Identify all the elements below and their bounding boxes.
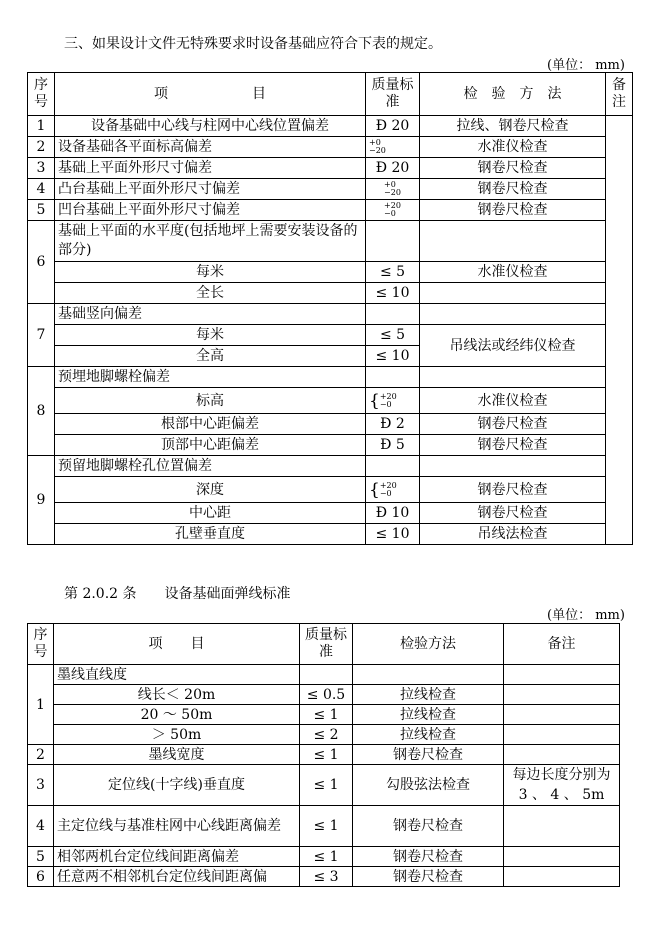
table-subrow xyxy=(28,283,633,304)
cell-std: Ð 5 xyxy=(366,435,420,456)
table-header xyxy=(28,624,620,665)
cell-item: 中心距 xyxy=(55,503,366,524)
cell-std xyxy=(366,137,420,158)
cell-std xyxy=(366,456,420,477)
cell-method xyxy=(420,456,606,477)
cell-method: 钢卷尺检查 xyxy=(420,477,606,503)
cell-method: 吊线法检查 xyxy=(420,524,606,545)
section-title: 第 2.0.2 条 设备基础面弹线标准 xyxy=(64,586,291,602)
cell-std xyxy=(300,665,353,685)
table-row xyxy=(28,304,633,325)
cell-item: 根部中心距偏差 xyxy=(55,414,366,435)
cell-method: 钢卷尺检查 xyxy=(420,414,606,435)
header-item: 项 目 xyxy=(55,73,366,116)
cell-method xyxy=(420,283,606,304)
header-no: 序号 xyxy=(28,624,54,665)
cell-remark xyxy=(504,847,620,867)
cell-item: 每米 xyxy=(55,325,366,346)
cell-item: 凸台基础上平面外形尺寸偏差 xyxy=(55,179,366,200)
cell-std: Ð 10 xyxy=(366,503,420,524)
cell-item: 全高 xyxy=(55,346,366,367)
cell-method: 钢卷尺检查 xyxy=(353,867,504,887)
cell-std: ≤ 1 xyxy=(300,806,353,847)
cell-remark xyxy=(504,745,620,765)
cell-item: 每米 xyxy=(55,262,366,283)
brace-icon: { xyxy=(369,390,380,411)
tolerance: +20 −0 xyxy=(384,201,401,218)
cell-std: Ð 2 xyxy=(366,414,420,435)
table-subrow xyxy=(28,477,633,503)
cell-std xyxy=(366,221,420,262)
table-row xyxy=(28,179,633,200)
cell-method xyxy=(420,367,606,388)
cell-method: 水准仪检查 xyxy=(420,137,606,158)
cell-item: 全长 xyxy=(55,283,366,304)
cell-no: 6 xyxy=(28,221,55,304)
cell-no: 2 xyxy=(28,745,54,765)
tolerance: +20 −0 xyxy=(379,391,397,409)
table-subrow xyxy=(28,414,633,435)
cell-remark xyxy=(504,725,620,745)
cell-item: 顶部中心距偏差 xyxy=(55,435,366,456)
tolerance: +0 −20 xyxy=(369,138,386,155)
cell-std xyxy=(366,367,420,388)
cell-std: Ð 20 xyxy=(366,158,420,179)
cell-std: Ð 20 xyxy=(366,116,420,137)
cell-method: 钢卷尺检查 xyxy=(420,179,606,200)
cell-item: 预埋地脚螺栓偏差 xyxy=(55,367,366,388)
table-row xyxy=(28,456,633,477)
cell-no: 8 xyxy=(28,367,55,456)
header-remark: 备注 xyxy=(606,73,633,116)
table-subrow xyxy=(28,524,633,545)
cell-method: 钢卷尺检查 xyxy=(420,435,606,456)
cell-method xyxy=(420,304,606,325)
cell-remark xyxy=(504,806,620,847)
table-row xyxy=(28,765,620,806)
cell-item: 设备基础各平面标高偏差 xyxy=(55,137,366,158)
cell-std: ≤ 10 xyxy=(366,524,420,545)
cell-method: 钢卷尺检查 xyxy=(420,200,606,221)
cell-no: 4 xyxy=(28,806,54,847)
cell-no: 6 xyxy=(28,867,54,887)
cell-method: 钢卷尺检查 xyxy=(353,745,504,765)
cell-no: 3 xyxy=(28,765,54,806)
cell-no: 9 xyxy=(28,456,55,545)
cell-std xyxy=(366,388,420,414)
cell-method: 拉线检查 xyxy=(353,725,504,745)
cell-method: 钢卷尺检查 xyxy=(420,503,606,524)
cell-remark xyxy=(504,867,620,887)
cell-no: 7 xyxy=(28,304,55,367)
cell-item: 设备基础中心线与柱网中心线位置偏差 xyxy=(55,116,366,137)
unit-label-1: (单位： mm) xyxy=(547,58,625,73)
table-subrow xyxy=(28,705,620,725)
cell-item: 线长＜ 20m xyxy=(54,685,300,705)
cell-item: 定位线(十字线)垂直度 xyxy=(54,765,300,806)
cell-method: 拉线检查 xyxy=(353,705,504,725)
header-method: 检验方法 xyxy=(353,624,504,665)
cell-remark: 每边长度分别为 3 、 4 、 5m xyxy=(504,765,620,806)
header-remark: 备注 xyxy=(504,624,620,665)
cell-item: 相邻两机台定位线间距离偏差 xyxy=(54,847,300,867)
cell-std: ≤ 1 xyxy=(300,705,353,725)
table-row xyxy=(28,137,633,158)
intro-text: 三、如果设计文件无特殊要求时设备基础应符合下表的规定。 xyxy=(64,36,442,52)
table-subrow xyxy=(28,725,620,745)
cell-item: 基础上平面的水平度(包括地坪上需要安装设备的部分) xyxy=(55,221,366,262)
cell-method: 水准仪检查 xyxy=(420,262,606,283)
tolerance: +0 −20 xyxy=(384,180,401,197)
cell-item: 墨线宽度 xyxy=(54,745,300,765)
cell-method: 钢卷尺检查 xyxy=(353,806,504,847)
header-std: 质量标准 xyxy=(300,624,353,665)
table-row xyxy=(28,665,620,685)
table-row xyxy=(28,221,633,262)
cell-item: 孔壁垂直度 xyxy=(55,524,366,545)
cell-std: ≤ 2 xyxy=(300,725,353,745)
cell-method: 吊线法或经纬仪检查 xyxy=(420,325,606,367)
foundation-table xyxy=(27,72,633,545)
cell-std: ≤ 10 xyxy=(366,346,420,367)
cell-std: ≤ 1 xyxy=(300,847,353,867)
cell-std xyxy=(366,200,420,221)
table-row xyxy=(28,847,620,867)
cell-item: 墨线直线度 xyxy=(54,665,300,685)
cell-std xyxy=(366,304,420,325)
header-method: 检 验 方 法 xyxy=(420,73,606,116)
header-std: 质量标准 xyxy=(366,73,420,116)
table-row xyxy=(28,200,633,221)
cell-method: 水准仪检查 xyxy=(420,388,606,414)
cell-item: 标高 xyxy=(55,388,366,414)
cell-item: 深度 xyxy=(55,477,366,503)
cell-remark xyxy=(504,685,620,705)
cell-no: 2 xyxy=(28,137,55,158)
cell-no: 1 xyxy=(28,665,54,745)
cell-method: 钢卷尺检查 xyxy=(353,847,504,867)
cell-remark xyxy=(606,116,633,545)
cell-std: ≤ 3 xyxy=(300,867,353,887)
cell-std xyxy=(366,179,420,200)
cell-std xyxy=(366,477,420,503)
table-subrow xyxy=(28,388,633,414)
cell-no: 4 xyxy=(28,179,55,200)
table-subrow xyxy=(28,503,633,524)
table-subrow xyxy=(28,685,620,705)
cell-no: 5 xyxy=(28,200,55,221)
cell-remark xyxy=(504,705,620,725)
cell-method xyxy=(353,665,504,685)
cell-item: 基础竖向偏差 xyxy=(55,304,366,325)
cell-std: ≤ 5 xyxy=(366,262,420,283)
table-row xyxy=(28,367,633,388)
cell-item: ＞ 50m xyxy=(54,725,300,745)
cell-std: ≤ 1 xyxy=(300,745,353,765)
line-marking-table xyxy=(27,623,620,887)
cell-item: 基础上平面外形尺寸偏差 xyxy=(55,158,366,179)
cell-std: ≤ 0.5 xyxy=(300,685,353,705)
cell-method xyxy=(420,221,606,262)
table-row xyxy=(28,158,633,179)
brace-icon: { xyxy=(369,479,380,500)
cell-std: ≤ 10 xyxy=(366,283,420,304)
cell-item: 20 ～ 50m xyxy=(54,705,300,725)
table-subrow xyxy=(28,435,633,456)
table-header xyxy=(28,73,633,116)
header-no: 序号 xyxy=(28,73,55,116)
cell-method: 拉线、钢卷尺检查 xyxy=(420,116,606,137)
cell-item: 任意两不相邻机台定位线间距离偏 xyxy=(54,867,300,887)
cell-remark xyxy=(504,665,620,685)
cell-method: 钢卷尺检查 xyxy=(420,158,606,179)
cell-no: 1 xyxy=(28,116,55,137)
tolerance: +20 −0 xyxy=(379,480,397,498)
cell-item: 凹台基础上平面外形尺寸偏差 xyxy=(55,200,366,221)
table-row xyxy=(28,806,620,847)
cell-item: 主定位线与基准柱网中心线距离偏差 xyxy=(54,806,300,847)
unit-label-2: (单位： mm) xyxy=(547,608,625,623)
cell-no: 3 xyxy=(28,158,55,179)
cell-std: ≤ 5 xyxy=(366,325,420,346)
table-subrow xyxy=(28,262,633,283)
header-item: 项 目 xyxy=(54,624,300,665)
cell-no: 5 xyxy=(28,847,54,867)
cell-item: 预留地脚螺栓孔位置偏差 xyxy=(55,456,366,477)
table-row xyxy=(28,116,633,137)
cell-method: 勾股弦法检查 xyxy=(353,765,504,806)
table-row xyxy=(28,867,620,887)
cell-method: 拉线检查 xyxy=(353,685,504,705)
cell-std: ≤ 1 xyxy=(300,765,353,806)
table-subrow xyxy=(28,325,633,346)
table-row xyxy=(28,745,620,765)
